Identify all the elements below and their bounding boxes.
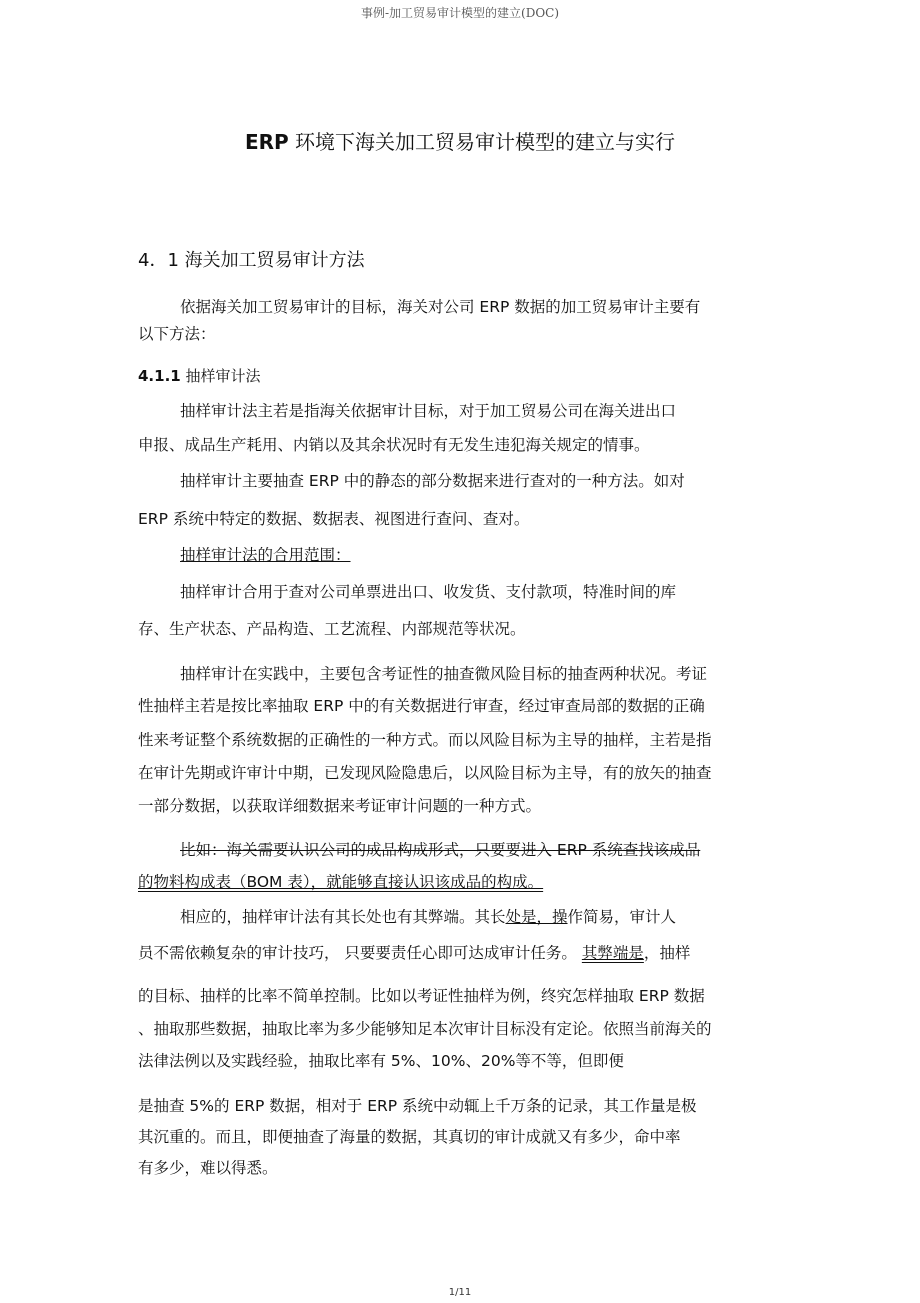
paragraph-line: 、抽取那些数据，抽取比率为多少能够知足本次审计目标没有定论。依照当前海关的 [138,1020,712,1038]
double-underlined-text: 的物料构成表（BOM 表），就能够直接认识该成品的构成。 [138,873,544,891]
page-number: 1/11 [448,1287,472,1298]
scope-text: 抽样审计法的合用范围： [180,546,351,564]
paragraph-line [138,943,690,963]
paragraph-line: 性抽样主若是按比率抽取 ERP 中的有关数据进行审查，经过审查局部的数据的正确 [138,697,705,715]
paragraph-line: 法律法例以及实践经验，抽取比率有 5%、10%、20%等不等，但即便 [138,1052,624,1070]
paragraph-line: 依据海关加工贸易审计的目标，海关对公司 ERP 数据的加工贸易审计主要有 [180,298,701,316]
document-title [0,126,920,155]
paragraph-line: 一部分数据，以获取详细数据来考证审计问题的一种方式。 [138,797,542,815]
paragraph-line [180,840,700,860]
text-run: 相应的，抽样审计法有其长处也有其弊端。其长 [180,908,506,926]
double-underlined-text: 其弊端是 [581,944,644,962]
paragraph-line: 抽样审计主要抽查 ERP 中的静态的部分数据来进行查对的一种方法。如对 [180,472,685,490]
paragraph-line: 在审计先期或许审计中期，已发现风险隐患后，以风险目标为主导，有的放矢的抽查 [138,764,712,782]
paragraph-line: 以下方法： [138,325,216,343]
paragraph-line: 其沉重的。而且，即便抽查了海量的数据，其真切的审计成就又有多少，命中率 [138,1128,681,1146]
paragraph-line [180,907,676,927]
text-run: ，抽样 [643,944,691,962]
paragraph-line: 有多少，难以得悉。 [138,1159,278,1177]
underlined-text: 处是，操 [505,908,568,926]
paragraph-line: ERP 系统中特定的数据、数据表、视图进行查问、查对。 [138,510,530,528]
title-erp: ERP [244,130,289,154]
paragraph-line [138,872,543,892]
struck-text: 比如：海关需要认识公司的成品构成形式，只要要进入 ERP 系统查找该成品 [180,841,701,859]
paragraph-line: 存、生产状态、产品构造、工艺流程、内部规范等状况。 [138,620,526,638]
paragraph-line: 是抽查 5%的 ERP 数据，相对于 ERP 系统中动辄上千万条的记录，其工作量是极 [138,1097,697,1115]
paragraph-line: 抽样审计在实践中，主要包含考证性的抽查微风险目标的抽查两种状况。考证 [180,665,708,683]
paragraph-line: 抽样审计合用于查对公司单票进出口、收发货、支付款项，特准时间的库 [180,583,677,601]
paragraph-line: 抽样审计法主若是指海关依据审计目标，对于加工贸易公司在海关进出口 [180,402,677,420]
document-header: 事例-加工贸易审计模型的建立(DOC) [360,6,560,20]
section-heading: 4．1 海关加工贸易审计方法 [138,250,365,271]
text-run: 员不需依赖复杂的审计技巧， 只要要责任心即可达成审计任务。 [138,944,582,962]
scope-heading [180,545,351,565]
paragraph-line: 性来考证整个系统数据的正确性的一种方式。而以风险目标为主导的抽样，主若是指 [138,731,712,749]
paragraph-line: 申报、成品生产耗用、内销以及其余状况时有无发生违犯海关规定的情事。 [138,436,650,454]
title-rest: 环境下海关加工贸易审计模型的建立与实行 [288,130,676,154]
subsection-heading [138,365,261,386]
subsection-number: 4.1.1 [138,367,181,385]
subsection-title: 抽样审计法 [180,367,261,385]
text-run: 作简易，审计人 [567,908,677,926]
paragraph-line: 的目标、抽样的比率不简单控制。比如以考证性抽样为例，终究怎样抽取 ERP 数据 [138,987,705,1005]
